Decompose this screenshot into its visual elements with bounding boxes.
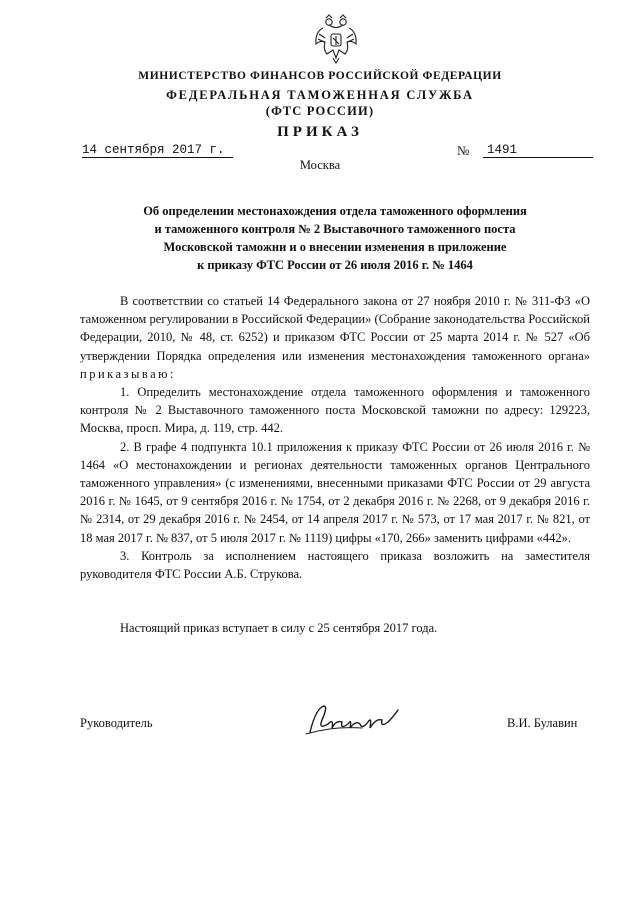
document-number: 1491 [483, 143, 593, 158]
document-body [80, 292, 590, 637]
clause-2: 2. В графе 4 подпункта 10.1 приложения к приказу ФТС России от 26 июля 2016 г. № 1464 «О местонахождении и регионах деятельности таможенных органов Центрального таможенного управления» (с изменениями, внесенными приказами ФТС России от 29 августа 2016 г. № 1645, от 9 сентября 2016 г. № 1754, от 2 декабря 2016 г. № 2268, от 9 декабря 2016 г. № 2314, от 29 декабря 2016 г. № 2454, от 14 апреля 2017 г. № 573, от 17 мая 2017 г. № 821, от 18 мая 2017 г. № 837, от 5 июля 2017 г. № 1119) цифры «170, 266» заменить цифрами «442». [80, 439, 590, 545]
clause-1: 1. Определить местонахождение отдела таможенного оформления и таможенного контроля № 2 Выставочного таможенного поста Московской таможни по адресу: 129223, Москва, просп. Мира, д. 119, стр. 442. [80, 385, 590, 436]
title-line: Об определении местонахождения отдела таможенного оформления [143, 204, 527, 218]
order-word: приказываю: [80, 366, 176, 381]
title-line: Московской таможни и о внесении изменения в приложение [163, 240, 507, 254]
signatory-position: Руководитель [80, 716, 153, 730]
document-date: 14 сентября 2017 г. [82, 143, 233, 158]
coat-of-arms-emblem [313, 14, 359, 64]
service-short-name: (ФТС РОССИИ) [265, 104, 375, 118]
signatory-name: В.И. Булавин [507, 716, 578, 730]
document-type: ПРИКАЗ [277, 124, 363, 140]
effective-date-paragraph: Настоящий приказ вступает в силу с 25 сентября 2017 года. [120, 621, 438, 636]
title-line: и таможенного контроля № 2 Выставочного таможенного поста [154, 222, 516, 236]
document-city: Москва [299, 158, 341, 172]
handwritten-signature [302, 698, 406, 742]
service-name: ФЕДЕРАЛЬНАЯ ТАМОЖЕННАЯ СЛУЖБА [166, 88, 474, 102]
document-title [80, 202, 590, 274]
preamble-text: В соответствии со статьей 14 Федерального закона от 27 ноября 2010 г. № 311-ФЗ «О таможенном регулировании в Российской Федерации» (Собрание законодательства Российской Федерации, 2010, № 48, ст. 6252) и приказом ФТС России от 25 марта 2014 г. № 527 «Об утверждении Порядка определения или изменения местонахождения таможенного органа» [80, 294, 590, 363]
number-sign: № [457, 143, 470, 158]
ministry-name: МИНИСТЕРСТВО ФИНАНСОВ РОССИЙСКОЙ ФЕДЕРАЦИИ [138, 70, 502, 82]
title-line: к приказу ФТС России от 26 июля 2016 г. № 1464 [197, 258, 473, 272]
preamble-paragraph [80, 292, 590, 383]
clause-3: 3. Контроль за исполнением настоящего приказа возложить на заместителя руководителя ФТС России А.Б. Струкова. [80, 548, 590, 582]
